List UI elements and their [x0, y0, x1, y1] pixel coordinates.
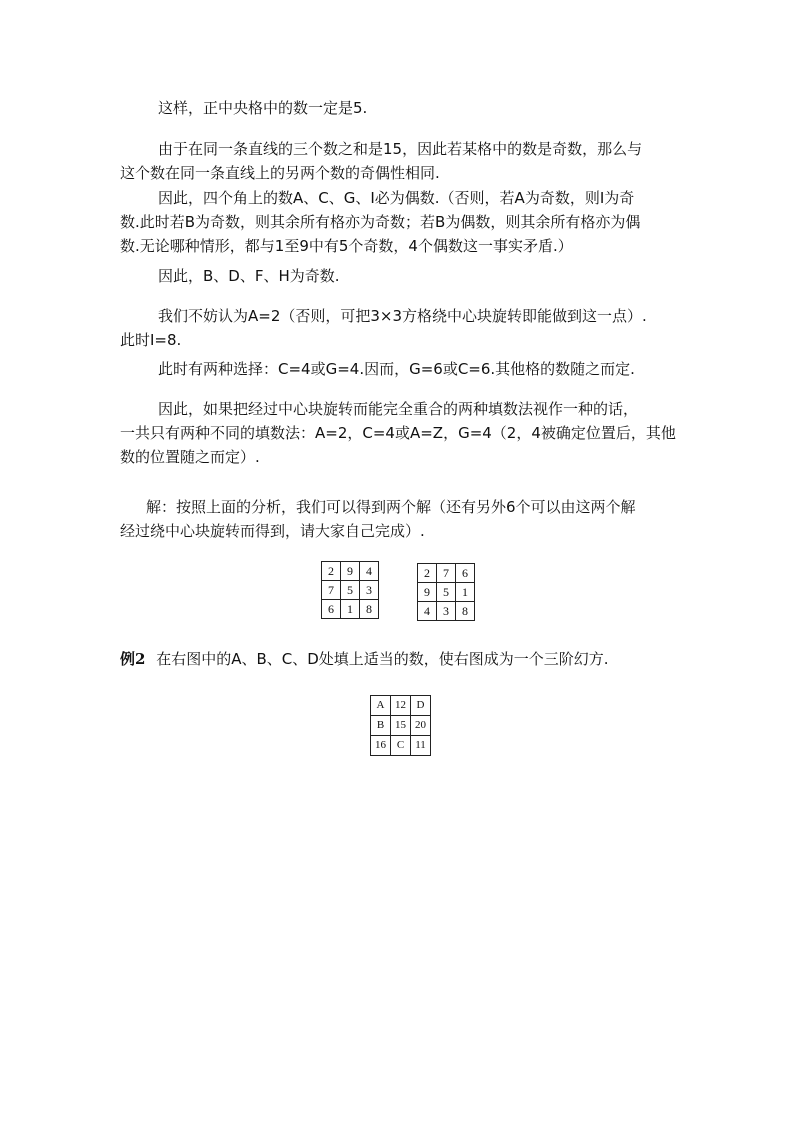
grid-row	[371, 696, 431, 716]
text-line: 因此，四个角上的数A、C、G、I必为偶数.（否则，若A为奇数，则I为奇	[158, 189, 635, 207]
paragraph-corners-even	[120, 186, 690, 258]
text-line: 因此，如果把经过中心块旋转而能完全重合的两种填数法视作一种的话，	[158, 400, 639, 418]
grid-cell: 2	[322, 562, 341, 581]
example-label: 例2	[120, 650, 146, 668]
grid-cell: C	[391, 736, 411, 756]
text-line: 一共只有两种不同的填数法：A=2，C=4或A=Z，G=4（2，4被确定位置后，其他	[120, 424, 676, 442]
example-2-line	[120, 647, 690, 671]
grid-cell: 5	[437, 583, 456, 602]
grid-cell: 15	[391, 716, 411, 736]
paragraph-solution	[120, 495, 690, 543]
grid-cell: 1	[456, 583, 475, 602]
text-line: 此时有两种选择：C=4或G=4.因而，G=6或C=6.其他格的数随之而定.	[158, 360, 635, 378]
text-line: 数的位置随之而定）.	[120, 448, 260, 466]
text-line: 数.无论哪种情形，都与1至9中有5个奇数，4个偶数这一事实矛盾.）	[120, 237, 573, 255]
grid-row	[371, 736, 431, 756]
grid-cell: 3	[437, 602, 456, 621]
grid-cell: 12	[391, 696, 411, 716]
grid-cell: 20	[411, 716, 431, 736]
grid-cell: 9	[418, 583, 437, 602]
text-line: 此时I=8.	[120, 331, 182, 349]
paragraph-edges-odd	[120, 264, 690, 288]
grid-cell: 16	[371, 736, 391, 756]
grid-cell: 9	[341, 562, 360, 581]
grid-cell: 11	[411, 736, 431, 756]
text-line: 数.此时若B为奇数，则其余所有格亦为奇数；若B为偶数，则其余所有格亦为偶	[120, 213, 641, 231]
text-line: 这个数在同一条直线上的另两个数的奇偶性相同.	[120, 164, 440, 182]
example-2-grid	[370, 695, 431, 756]
grid-row	[371, 716, 431, 736]
grid-cell: 6	[456, 564, 475, 583]
example-text: 在右图中的A、B、C、D处填上适当的数，使右图成为一个三阶幻方.	[156, 650, 609, 668]
text-line: 这样，正中央格中的数一定是5.	[158, 99, 368, 117]
text-line: 解：按照上面的分析，我们可以得到两个解（还有另外6个可以由这两个解	[146, 498, 636, 516]
grid-cell: 3	[360, 581, 379, 600]
grid-row	[322, 600, 379, 619]
solution-grid-1	[321, 561, 379, 619]
grid-cell: 2	[418, 564, 437, 583]
grid-row	[322, 581, 379, 600]
solution-grid-2	[417, 563, 475, 621]
paragraph-two-choices	[120, 357, 690, 381]
paragraph-parity-rule	[120, 137, 690, 185]
paragraph-two-fillings	[120, 397, 690, 469]
text-line: 由于在同一条直线的三个数之和是15，因此若某格中的数是奇数，那么与	[158, 140, 643, 158]
grid-cell: 4	[418, 602, 437, 621]
paragraph-assume-a2	[120, 304, 690, 352]
grid-row	[418, 602, 475, 621]
grid-cell: 1	[341, 600, 360, 619]
text-line: 因此，B、D、F、H为奇数.	[158, 267, 340, 285]
grid-cell: 6	[322, 600, 341, 619]
grid-row	[418, 564, 475, 583]
grid-cell: 5	[341, 581, 360, 600]
grid-cell: D	[411, 696, 431, 716]
grid-cell: B	[371, 716, 391, 736]
example-2-statement	[120, 647, 690, 671]
grid-cell: 8	[360, 600, 379, 619]
paragraph-center-value	[120, 96, 690, 120]
grid-cell: 7	[322, 581, 341, 600]
text-line: 我们不妨认为A=2（否则，可把3×3方格绕中心块旋转即能做到这一点）.	[158, 307, 647, 325]
grid-cell: 8	[456, 602, 475, 621]
grid-cell: A	[371, 696, 391, 716]
grid-cell: 4	[360, 562, 379, 581]
grid-row	[418, 583, 475, 602]
text-line: 经过绕中心块旋转而得到，请大家自己完成）.	[120, 522, 425, 540]
grid-cell: 7	[437, 564, 456, 583]
grid-row	[322, 562, 379, 581]
